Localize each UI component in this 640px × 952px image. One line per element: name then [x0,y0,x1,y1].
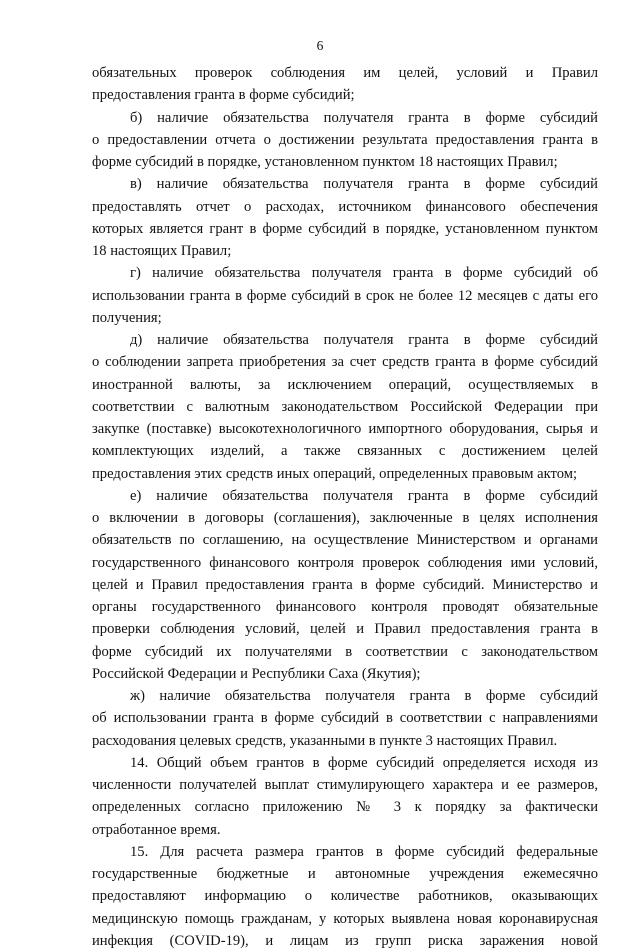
text-line: расходования целевых средств, указанными в пункте 3 настоящих Правил. [92,732,558,749]
text-line: определенных согласно приложению № 3 к порядку за фактически [92,799,598,816]
text-line: форме субсидий их получателями в соответствии с законодательством [92,643,598,660]
text-line: 14. Общий объем грантов в форме субсидий определяется исходя из [130,754,598,771]
text-line: обязательств по соглашению, на осуществление Министерством и органами [92,532,598,549]
text-line: форме субсидий в порядке, установленном пунктом 18 настоящих Правил; [92,154,558,170]
text-line: органы государственного финансового контроля проводят обязательные [92,599,598,615]
text-line: закупке (поставке) высокотехнологичного импортного оборудования, сырья и [92,421,598,437]
text-line: ж) наличие обязательства получателя гранта в форме субсидий [130,688,598,704]
text-line: предоставлять отчет о расходах, источником финансового обеспечения [92,198,598,215]
text-line: численности получателей выплат стимулирующего характера и ее размеров, [92,777,598,793]
text-line: о соблюдении запрета приобретения за счет средств гранта в форме субсидий [92,354,598,371]
text-line: 15. Для расчета размера грантов в форме субсидий федеральные [130,843,598,860]
text-line: отработанное время. [92,821,221,838]
text-line: е) наличие обязательства получателя гранта в форме субсидий [130,487,598,504]
text-line: предоставляют информацию о количестве работников, оказывающих [92,888,598,905]
text-line: иностранной валюты, за исключением операций, осуществляемых в [92,376,598,393]
page-number: 6 [316,38,324,53]
text-line: о предоставлении отчета о достижении результата предоставления гранта в [92,131,598,148]
text-line: Российской Федерации и Республики Саха (Якутия); [92,665,421,682]
text-line: получения; [92,309,162,326]
text-line: предоставления этих средств иных операций, определенных правовым актом; [92,465,577,482]
text-line: д) наличие обязательства получателя гранта в форме субсидий [130,332,598,348]
text-line: обязательных проверок соблюдения им целей, условий и Правил [92,65,598,81]
text-line: целей и Правил предоставления гранта в форме субсидий. Министерство и [92,576,598,593]
text-line: б) наличие обязательства получателя гранта в форме субсидий [130,109,598,126]
text-line: 18 настоящих Правил; [92,243,232,259]
text-line: соответствии с валютным законодательством Российской Федерации при [92,398,598,415]
document-body-text [92,62,598,952]
text-line: о включении в договоры (соглашения), заключенные в целях исполнения [92,510,598,526]
text-line: инфекция (COVID-19), и лицам из групп риска заражения новой [92,932,598,949]
text-line: использовании гранта в форме субсидий в срок не более 12 месяцев с даты его [92,287,598,304]
text-line: государственные бюджетные и автономные учреждения ежемесячно [92,866,598,882]
text-line: государственного финансового контроля проверок соблюдения ими условий, [92,554,598,571]
text-line: в) наличие обязательства получателя гранта в форме субсидий [130,176,598,193]
text-line: медицинскую помощь гражданам, у которых выявлена новая коронавирусная [92,910,598,927]
text-line: комплектующих изделий, а также связанных с достижением целей [92,443,598,460]
text-line: об использовании гранта в форме субсидий в соответствии с направлениями [92,710,598,727]
text-line: предоставления гранта в форме субсидий; [92,87,355,104]
text-line: г) наличие обязательства получателя гранта в форме субсидий об [130,265,598,282]
text-line: проверки соблюдения условий, целей и Правил предоставления гранта в [92,621,598,638]
text-line: которых является грант в форме субсидий в порядке, установленном пунктом [92,220,598,237]
